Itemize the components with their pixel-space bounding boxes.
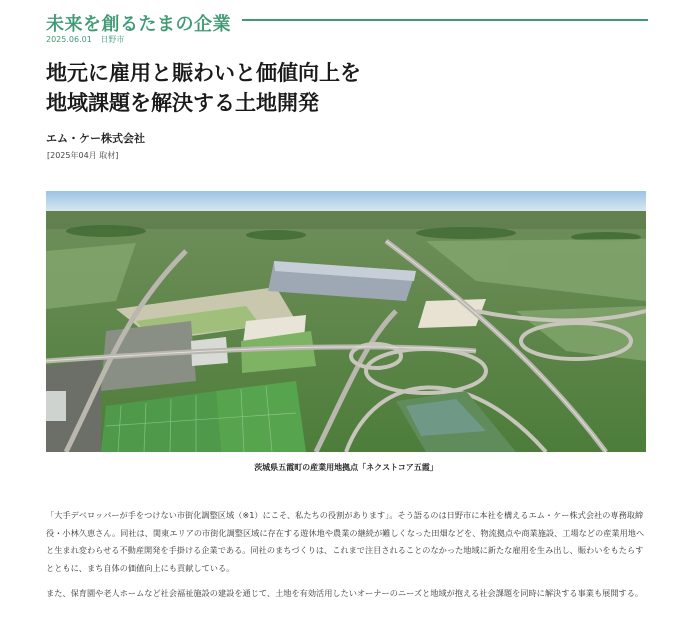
aerial-photo-illustration <box>46 191 646 452</box>
headline-line-1: 地元に雇用と賑わいと価値向上を <box>46 61 361 85</box>
interview-date: [2025年04月 取材] <box>47 151 119 160</box>
headline-line-2: 地域課題を解決する土地開発 <box>46 91 319 115</box>
page-title <box>46 58 361 118</box>
body-paragraph-2: また、保育園や老人ホームなど社会福祉施設の建設を通じて、土地を有効活用したいオーナーのニーズと地域が抱える社会課題を同時に解決する事業も展開する。 <box>46 588 644 598</box>
header-divider <box>242 19 648 21</box>
body-paragraph-1: 「大手デベロッパーが手をつけない市街化調整区域（※1）にこそ、私たちの役割があります」。そう語るのは日野市に本社を構えるエム・ケー株式会社の専務取締役・小林久恵さん。同社は、関東エリアの市街化調整区域に存在する遊休地や農業の継続が難しくなった田畑などを、物流拠点や商業施設、工場などの産業用地へと生まれ変わらせる不動産開発を手掛ける企業である。同社のまちづくりは、これまで注目されることのなかった地域に新たな雇用を生み出し、賑わいをもたらすとともに、まち自体の価値向上にも貢献している。 <box>46 510 645 573</box>
publish-date: 2025.06.01 <box>46 35 92 44</box>
series-title: 未来を創るたまの企業 <box>46 14 231 35</box>
article-header <box>46 10 648 35</box>
article-meta <box>46 34 130 45</box>
location-tag[interactable]: 日野市 <box>100 35 125 44</box>
company-name: エム・ケー株式会社 <box>46 132 145 145</box>
aerial-photo <box>46 191 646 452</box>
photo-caption: 茨城県五霞町の産業用地拠点「ネクストコア五霞」 <box>254 463 438 472</box>
